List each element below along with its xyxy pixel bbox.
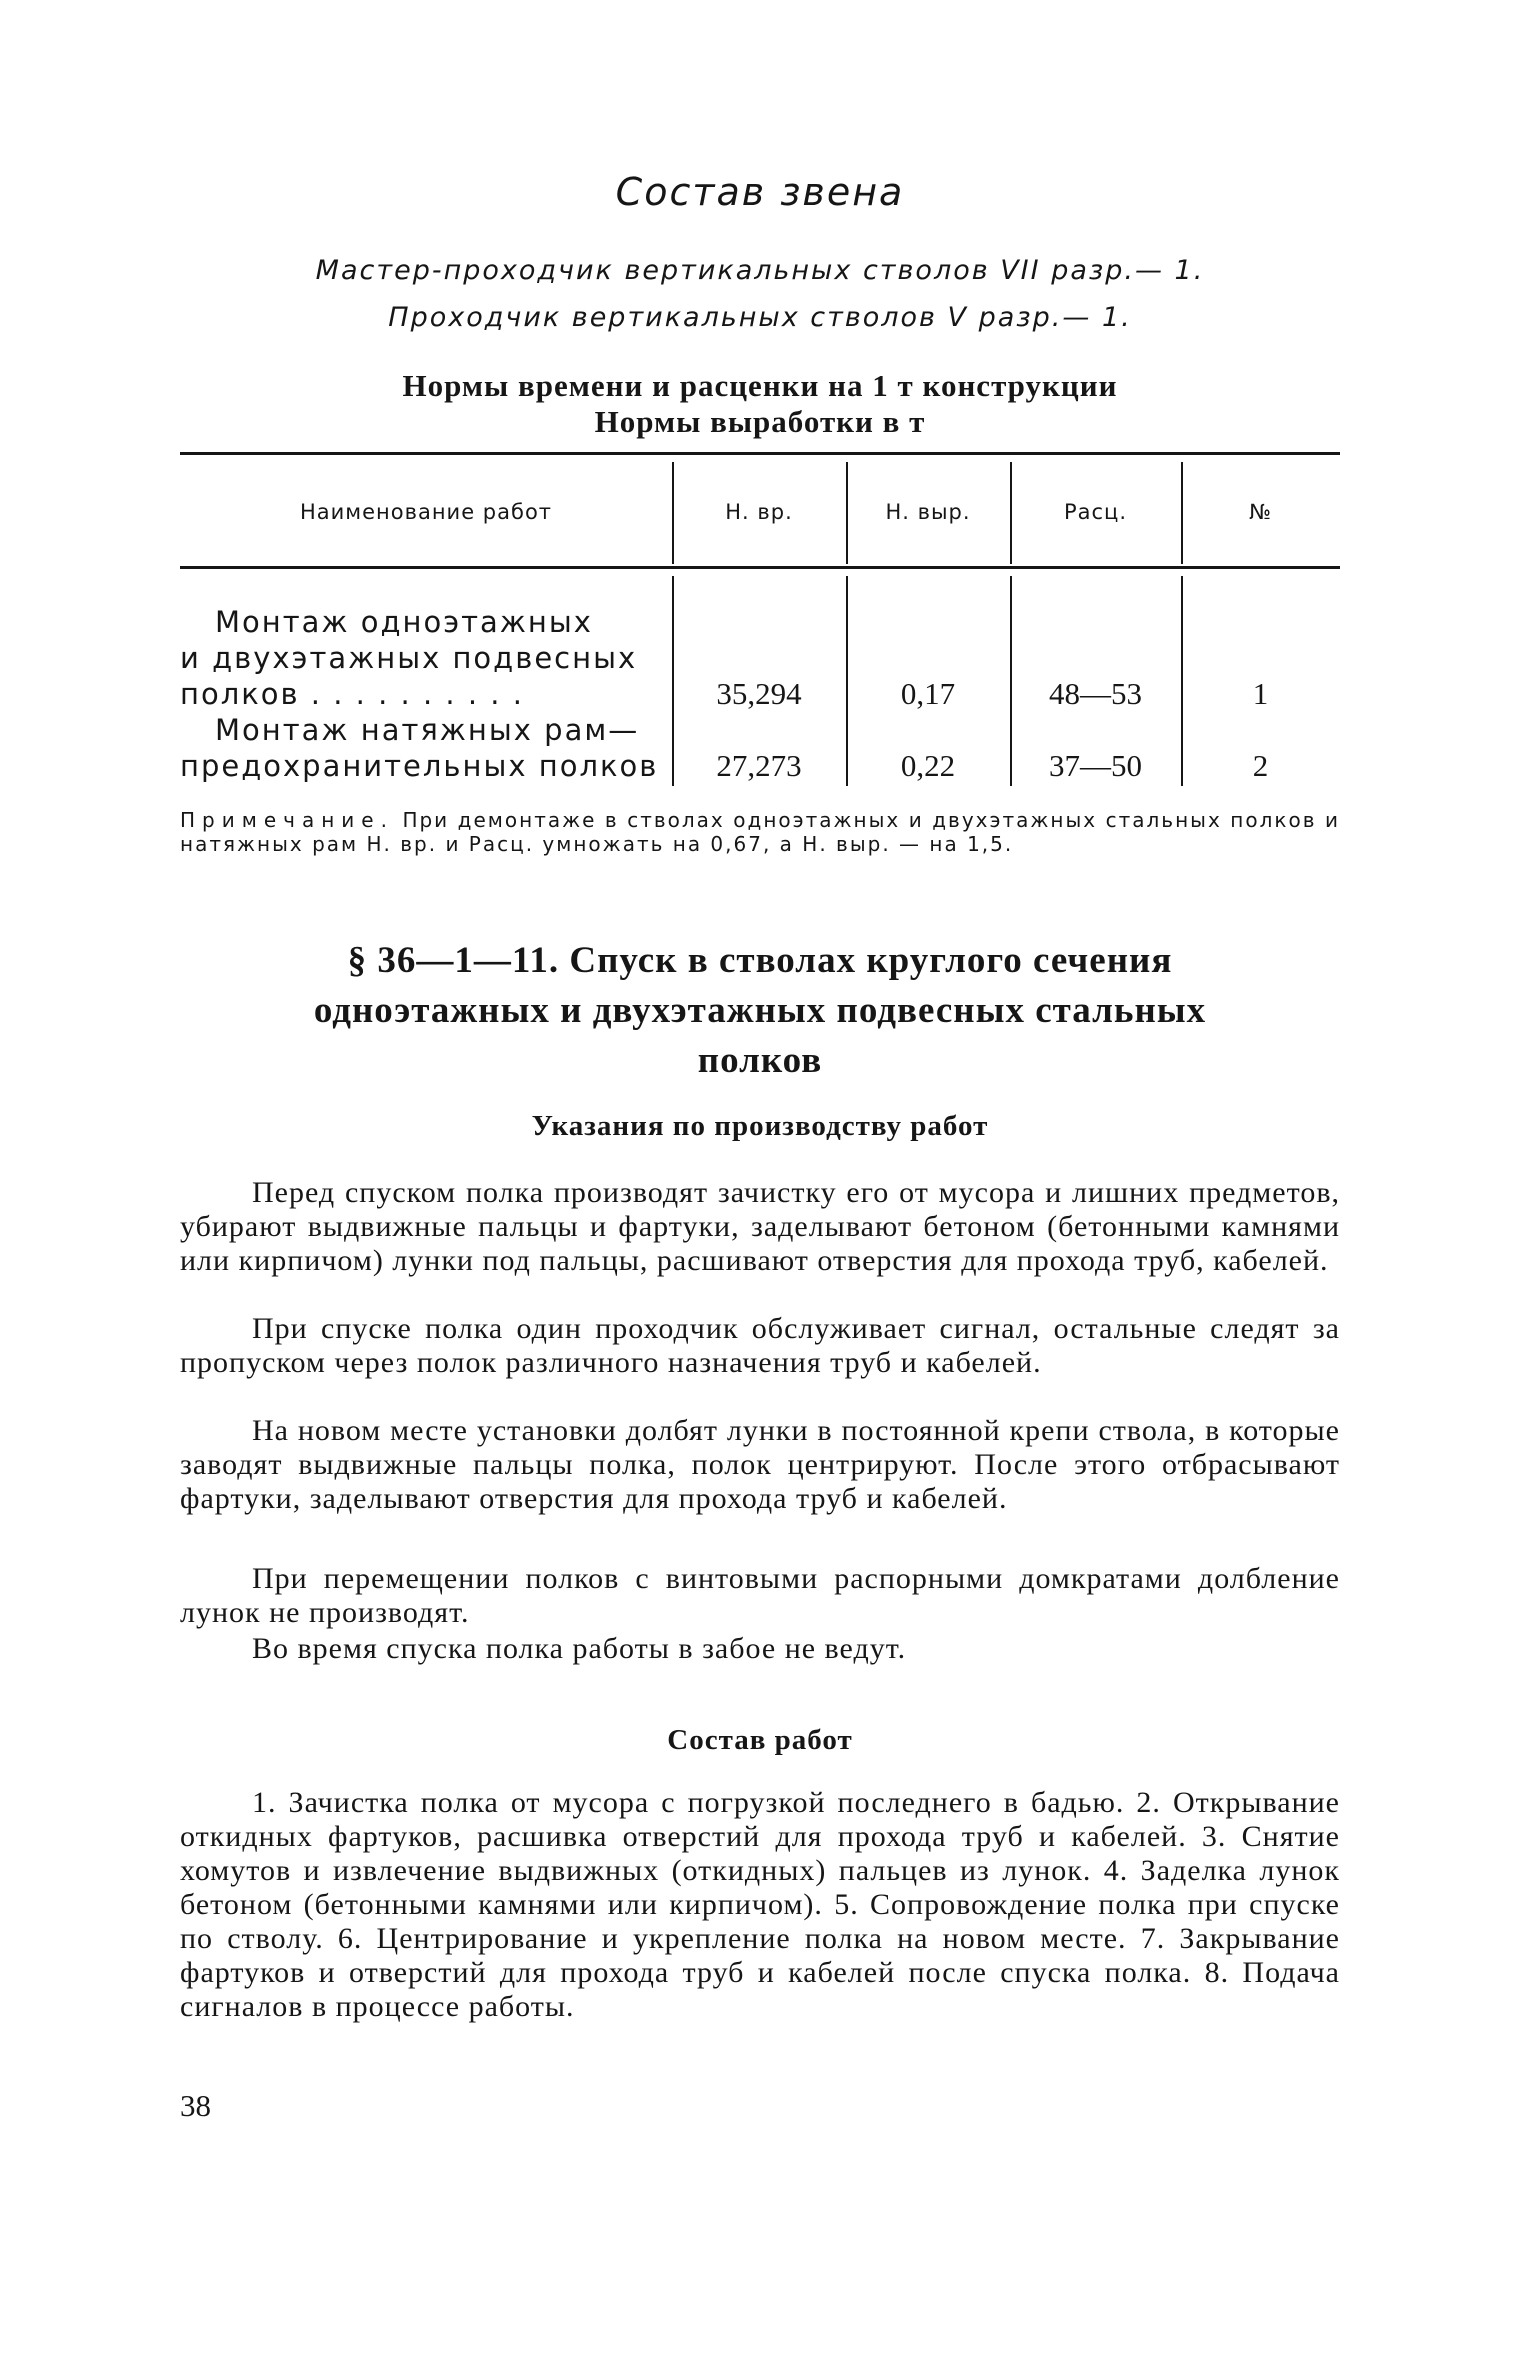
instructions-paragraph: Во время спуска полка работы в забое не ведут.	[252, 1632, 907, 1665]
row-rate: 37—50	[1049, 748, 1142, 783]
instructions-paragraph: Перед спуском полка производят зачистку его от мусора и лишних предметов, убирают выдвижные пальцы и фартуки, заделывают бетоном (бетонными камнями или кирпичом) лунки под пальцы, расшивают отверстия для прохода труб, кабелей.	[180, 1176, 1340, 1277]
header-output-norm: Н. выр.	[885, 500, 971, 524]
crew-title: Состав звена	[615, 170, 905, 214]
row-work-name-line: полков . . . . . . . . . .	[180, 677, 524, 711]
instructions-paragraph: При спуске полка один проходчик обслуживает сигнал, остальные следят за пропуском через полок различного назначения труб и кабелей.	[180, 1312, 1340, 1379]
section-title-line: одноэтажных и двухэтажных подвесных стальных	[313, 990, 1207, 1031]
row-work-name-line: предохранительных полков	[180, 749, 659, 783]
header-time-norm: Н. вр.	[725, 500, 793, 524]
works-heading: Состав работ	[667, 1724, 853, 1756]
section-title-line: полков	[697, 1040, 823, 1081]
row-output-norm: 0,17	[900, 676, 956, 711]
section-title-line: § 36—1—11. Спуск в стволах круглого сечения	[347, 940, 1173, 981]
row-time-norm: 35,294	[716, 676, 802, 711]
norms-heading-output: Нормы выработки в т	[594, 404, 926, 439]
table-top-rule	[180, 452, 1340, 455]
note-text: При демонтаже в стволах одноэтажных и двухэтажных стальных полков и натяжных рам Н. вр. и Расц. умножать на 0,67, а Н. выр. — на 1,5.	[180, 808, 1340, 856]
row-rate: 48—53	[1049, 676, 1142, 711]
header-number: №	[1249, 500, 1272, 524]
row-time-norm: 27,273	[716, 748, 802, 783]
works-list: 1. Зачистка полка от мусора с погрузкой последнего в бадью. 2. Открывание откидных фартуков, расшивка отверстий для прохода труб и кабелей. 3. Снятие хомутов и извлечение выдвижных (откидных) пальцев из лунок. 4. Заделка лунок бетоном (бетонными камнями или кирпичом). 5. Сопровождение полка при спуске по стволу. 6. Центрирование и укрепление полка на новом месте. 7. Закрывание фартуков и отверстий для прохода труб и кабелей после спуска полка. 8. Подача сигналов в процессе работы.	[180, 1786, 1340, 2023]
header-work-name: Наименование работ	[299, 500, 553, 524]
row-work-name-line: и двухэтажных подвесных	[180, 641, 638, 675]
instructions-paragraph: При перемещении полков с винтовыми распорными домкратами долбление лунок не производят.	[180, 1562, 1340, 1629]
section-title	[180, 936, 1340, 1086]
table-note	[180, 808, 1340, 856]
document-page	[180, 0, 1340, 2363]
crew-line-master: Мастер-проходчик вертикальных стволов VII разр.— 1.	[315, 255, 1205, 286]
note-label: Примечание.	[180, 808, 394, 832]
page-number: 38	[180, 2088, 211, 2123]
norms-heading-time: Нормы времени и расценки на 1 т конструкции	[402, 368, 1118, 403]
row-work-name-line: Монтаж натяжных рам—	[215, 713, 640, 747]
table-header-rule	[180, 566, 1340, 569]
header-rate: Расц.	[1063, 500, 1128, 524]
crew-line-sinker: Проходчик вертикальных стволов V разр.— 1.	[388, 302, 1132, 333]
row-number: 2	[1252, 748, 1269, 783]
instructions-paragraph: На новом месте установки долбят лунки в постоянной крепи ствола, в которые заводят выдвижные пальцы полка, полок центрируют. После этого отбрасывают фартуки, заделывают отверстия для прохода труб и кабелей.	[180, 1414, 1340, 1515]
row-work-name-line: Монтаж одноэтажных	[215, 605, 593, 639]
instructions-heading: Указания по производству работ	[531, 1110, 989, 1142]
row-number: 1	[1252, 676, 1269, 711]
row-output-norm: 0,22	[900, 748, 956, 783]
